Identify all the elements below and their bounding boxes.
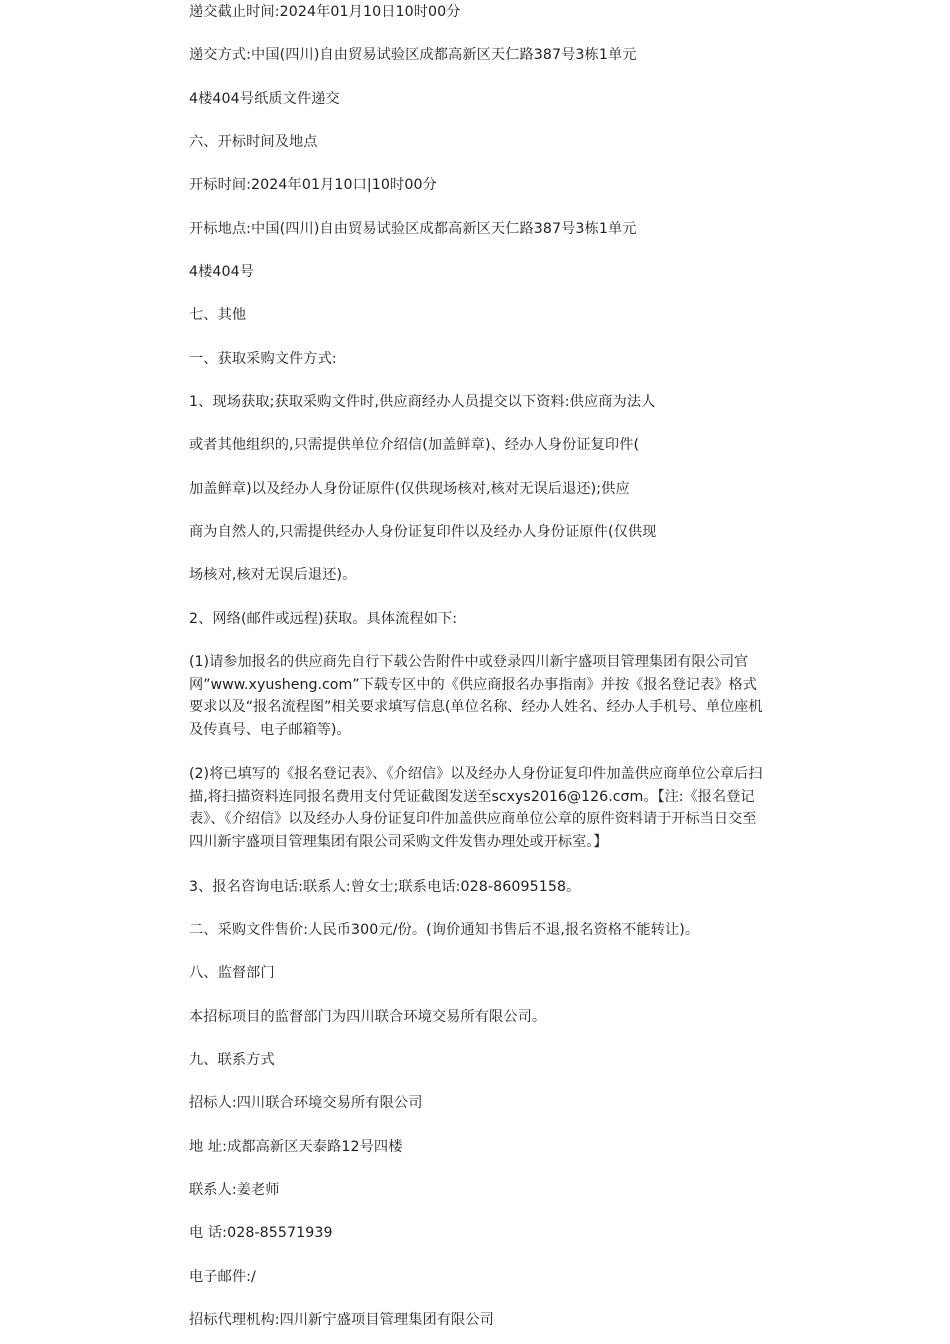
- online-step-1-paragraph: (1)请参加报名的供应商先自行下载公告附件中或登录四川新宇盛项目管理集团有限公司官网”www.xyusheng.com”下载专区中的《供应商报名办事指南》并按《报名登记表》格式要求以及“报名流程图”相关要求填写信息(单位名称、经办人姓名、经办人手机号、单位座机及传真号、电子邮箱等)。: [189, 654, 763, 738]
- onsite-obtain-line-2: 或者其他组织的,只需提供单位介绍信(加盖鲜章)、经办人身份证复印件(: [189, 437, 640, 453]
- tenderer-email: 电子邮件:/: [189, 1269, 256, 1285]
- registration-contact-phone: 3、报名咨询电话:联系人:曾女士;联系电话:028-86095158。: [189, 879, 581, 895]
- tenderer-address: 地 址:成都高新区天泰路12号四楼: [189, 1139, 403, 1155]
- section-heading-opening: 六、开标时间及地点: [189, 134, 318, 150]
- supervision-department: 本招标项目的监督部门为四川联合环境交易所有限公司。: [189, 1009, 547, 1025]
- online-step-2-paragraph: (2)将已填写的《报名登记表》、《介绍信》以及经办人身份证复印件加盖供应商单位公章后扫描,将扫描资料连同报名费用支付凭证截图发送至scxys2016@126.cσm。【注:《报名登记表》、《介绍信》以及经办人身份证复印件加盖供应商单位公章的原件资料请于开标当日交至四川新宇盛项目管理集团有限公司采购文件发售办理处或开标室。】: [189, 766, 763, 850]
- tenderer-name: 招标人:四川联合环境交易所有限公司: [189, 1095, 423, 1111]
- subheading-obtain-documents: 一、获取采购文件方式:: [189, 351, 337, 367]
- onsite-obtain-line-3: 加盖鲜章)以及经办人身份证原件(仅供现场核对,核对无误后退还);供应: [189, 481, 630, 497]
- tenderer-contact-person: 联系人:姜老师: [189, 1182, 280, 1198]
- submission-deadline: 递交截止时间:2024年01月10日10时00分: [189, 4, 461, 20]
- onsite-obtain-line-1: 1、现场获取;获取采购文件时,供应商经办人员提交以下资料:供应商为法人: [189, 394, 656, 410]
- online-obtain-heading: 2、网络(邮件或远程)获取。具体流程如下:: [189, 611, 458, 627]
- opening-location: 开标地点:中国(四川)自由贸易试验区成都高新区天仁路387号3栋1单元: [189, 221, 637, 237]
- section-heading-other: 七、其他: [189, 307, 247, 323]
- section-heading-contact: 九、联系方式: [189, 1052, 275, 1068]
- document-price: 二、采购文件售价:人民币300元/份。(询价通知书售后不退,报名资格不能转让)。: [189, 922, 700, 938]
- section-heading-supervision: 八、监督部门: [189, 965, 275, 981]
- submission-method-continued: 4楼404号纸质文件递交: [189, 91, 340, 107]
- opening-location-continued: 4楼404号: [189, 264, 255, 280]
- onsite-obtain-line-4: 商为自然人的,只需提供经办人身份证复印件以及经办人身份证原件(仅供现: [189, 524, 657, 540]
- tenderer-phone: 电 话:028-85571939: [189, 1225, 333, 1241]
- onsite-obtain-line-5: 场核对,核对无误后退还)。: [189, 567, 357, 583]
- opening-time: 开标时间:2024年01月10口|10时00分: [189, 177, 437, 193]
- submission-method: 递交方式:中国(四川)自由贸易试验区成都高新区天仁路387号3栋1单元: [189, 47, 637, 63]
- agency-name: 招标代理机构:四川新宁盛项目管理集团有限公司: [189, 1312, 494, 1328]
